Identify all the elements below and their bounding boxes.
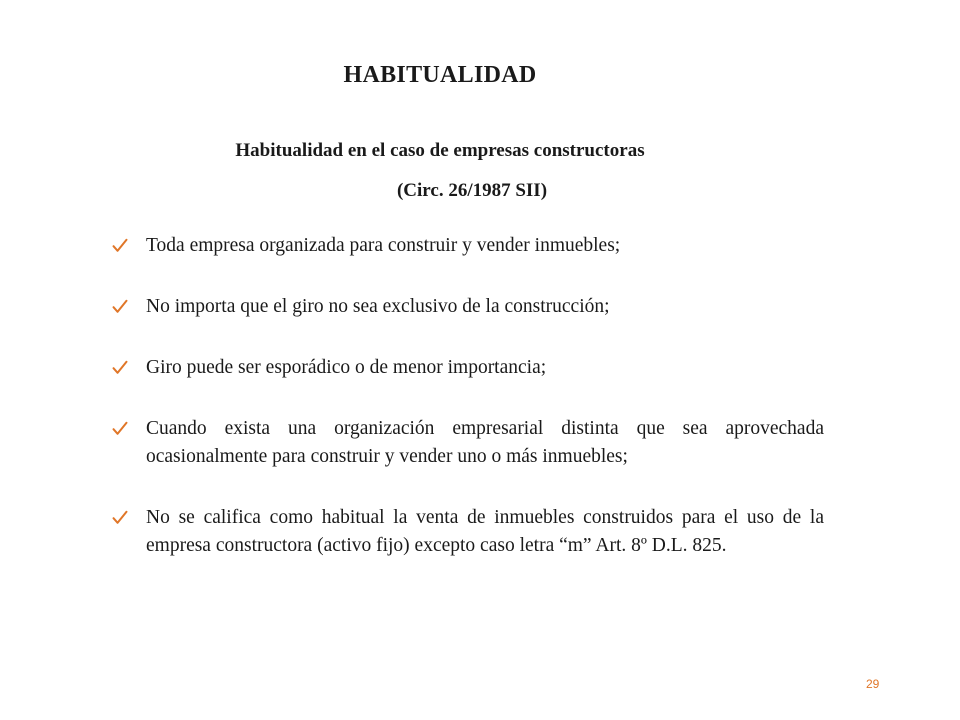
bullet-text: No importa que el giro no sea exclusivo de la construcción; bbox=[146, 296, 610, 317]
bullet-list bbox=[112, 232, 824, 560]
bullet-item bbox=[112, 232, 824, 260]
bullet-item bbox=[112, 354, 824, 382]
bullet-text: Toda empresa organizada para construir y vender inmuebles; bbox=[146, 235, 621, 256]
bullet-item bbox=[112, 504, 824, 560]
bullet-text: Giro puede ser esporádico o de menor importancia; bbox=[146, 357, 547, 378]
bullet-item bbox=[112, 293, 824, 321]
bullet-item bbox=[112, 415, 824, 471]
slide-title: HABITUALIDAD bbox=[343, 62, 537, 88]
bullet-text: No se califica como habitual la venta de inmuebles construidos para el uso de la empresa constructora (activo fijo) excepto caso letra “m” Art. 8º D.L. 825. bbox=[146, 507, 824, 556]
checkmark-icon bbox=[112, 415, 130, 443]
checkmark-icon bbox=[112, 504, 130, 532]
bullet-text: Cuando exista una organización empresarial distinta que sea aprovechada ocasionalmente para construir y vender uno o más inmuebles; bbox=[146, 418, 824, 467]
checkmark-icon bbox=[112, 293, 130, 321]
circular-reference: (Circ. 26/1987 SII) bbox=[396, 180, 548, 201]
checkmark-icon bbox=[112, 232, 130, 260]
slide-subtitle: Habitualidad en el caso de empresas constructoras bbox=[235, 140, 645, 161]
page-number: 29 bbox=[866, 677, 880, 691]
checkmark-icon bbox=[112, 354, 130, 382]
